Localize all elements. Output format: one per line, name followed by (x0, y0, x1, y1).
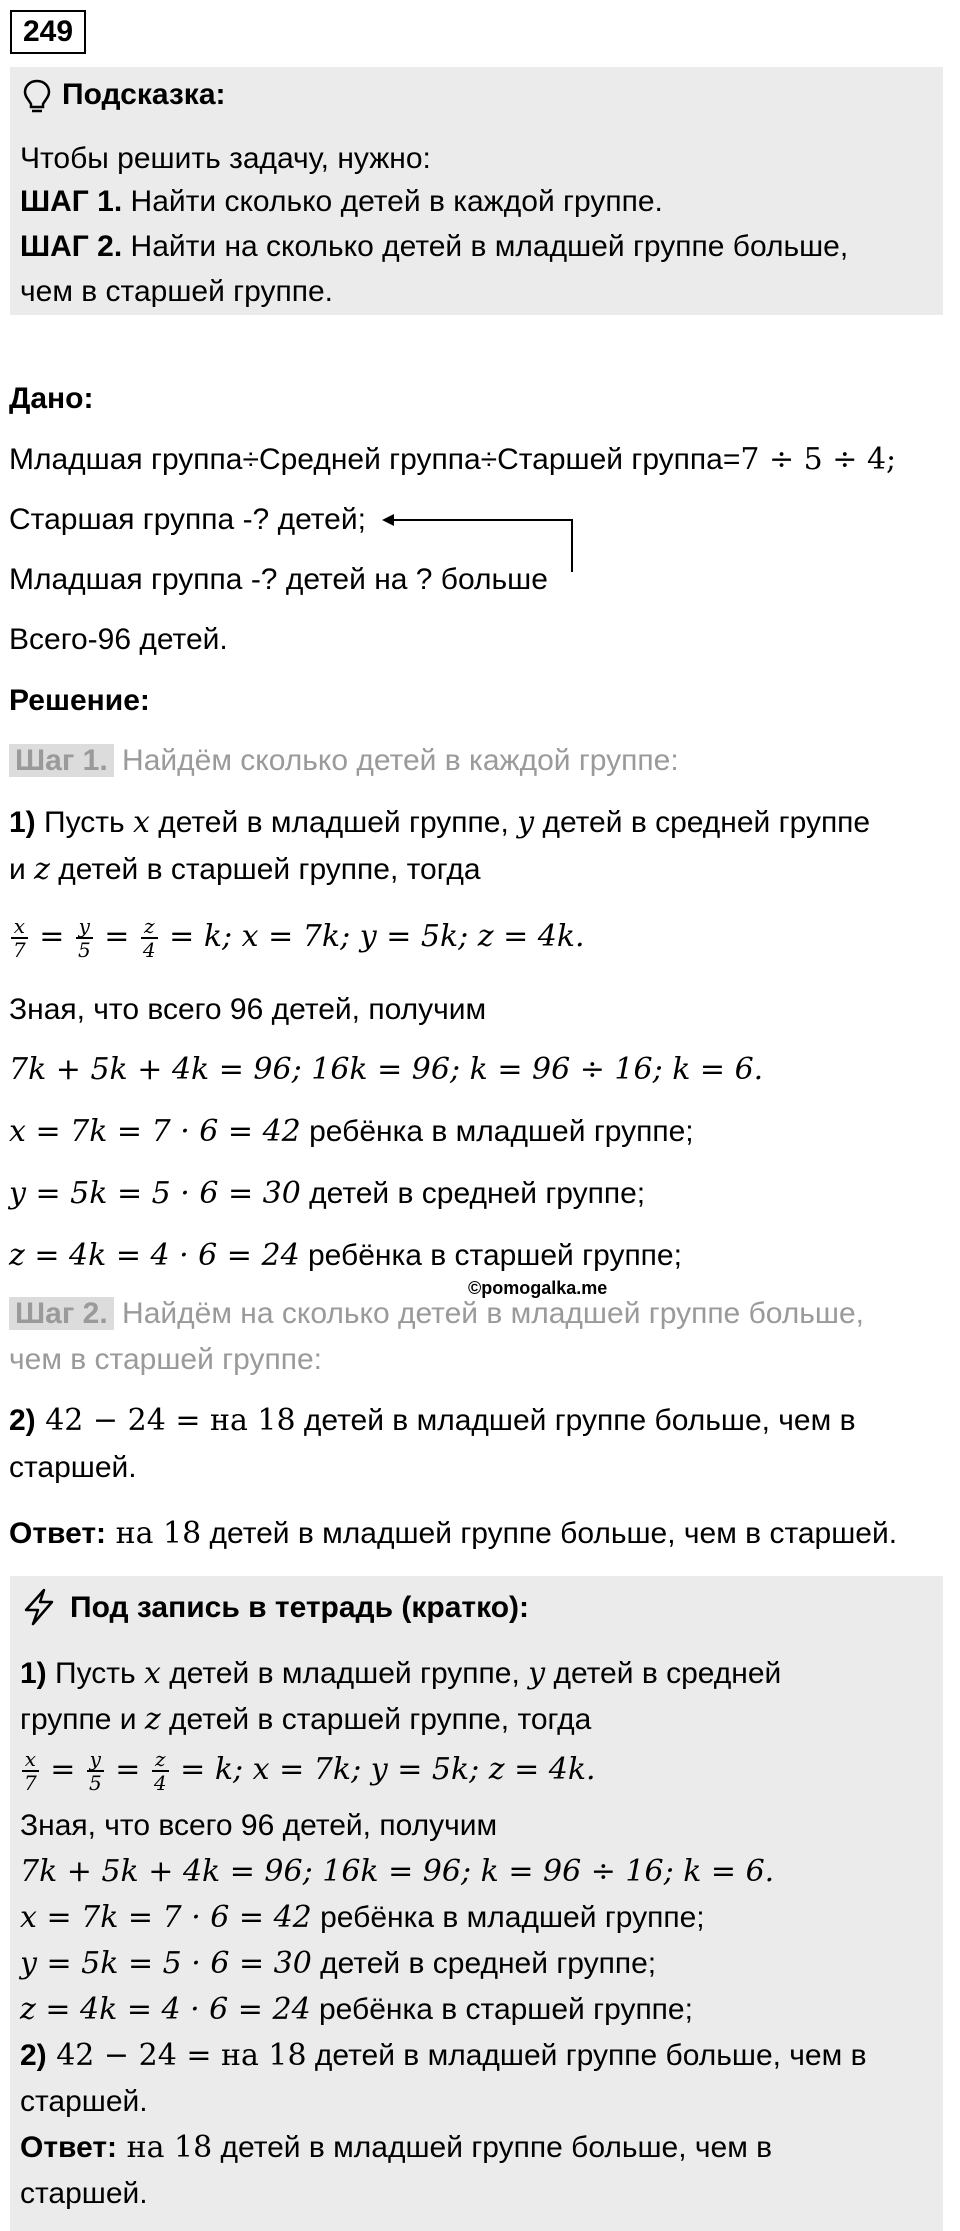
notes-answer-line1 (20, 2128, 772, 2168)
notes-var-z: z (144, 1702, 161, 1737)
solution-title: Решение: (9, 684, 150, 717)
notes-eq-x-text: ребёнка в младшей группе; (311, 1901, 705, 1934)
notes-p2-math: 42 − 24 = на 18 (46, 2038, 307, 2073)
notes-eq-x-math: x = 7k = 7 · 6 = 42 (20, 1900, 312, 1935)
step2-label: Шаг 2. (9, 1297, 114, 1330)
notes-p2-text: детей в младшей группе больше, чем в (306, 2039, 867, 2072)
notes-eq-z-math: z = 4k = 4 · 6 = 24 (20, 1992, 311, 2027)
notes-p1-line1 (20, 1654, 781, 1694)
given-title: Дано: (9, 382, 94, 415)
eq-z-math: z = 4k = 4 · 6 = 24 (9, 1238, 300, 1273)
proportion-tail: = k; x = 7k; y = 5k; z = 4k. (159, 919, 585, 954)
lightning-icon (22, 1588, 56, 1626)
sol-answer (9, 1514, 897, 1554)
p2-number: 2) (9, 1404, 36, 1437)
hint-step2-cont: чем в старшей группе. (20, 275, 333, 308)
hint-step2 (20, 227, 848, 267)
var-z: z (34, 852, 50, 887)
notes-eq-z-text: ребёнка в старшей группе; (310, 1993, 693, 2026)
notes-eq-y-text: детей в средней группе; (311, 1947, 657, 1980)
answer-math: на 18 (106, 1516, 202, 1551)
sol-p2-line1 (9, 1401, 856, 1441)
p1-text-e: детей в старшей группе, тогда (49, 853, 481, 886)
given-total: Всего-96 детей. (9, 623, 228, 656)
hint-step2-label: ШАГ 2. (20, 230, 123, 263)
given-ratio (9, 440, 896, 480)
sol-p1-line1 (9, 803, 870, 843)
hint-title: Подсказка: (62, 78, 226, 111)
eq-x-text: ребёнка в младшей группе; (300, 1115, 694, 1148)
notes-fraction-z: $\frac{z}{4}$ (153, 1747, 167, 1795)
sol-proportion: $\frac{x}{7}$ = $\frac{y}{5}$ = $\frac{z}{4}$ = k; x = 7k; y = 5k; z = 4k. (13, 914, 585, 962)
notes-p1-text-c: детей в средней (545, 1657, 782, 1690)
notes-p2-line1 (20, 2036, 867, 2076)
sol-eq-y (9, 1174, 645, 1214)
notes-fraction-x: $\frac{x}{7}$ (24, 1747, 37, 1795)
given-younger: Младшая группа -? детей на ? больше (9, 563, 548, 596)
watermark: ©pomogalka.me (468, 1278, 608, 1298)
fraction-z: $\frac{z}{4}$ (142, 914, 156, 962)
notes-answer-math: на 18 (117, 2130, 213, 2165)
comparison-arrow (380, 508, 580, 588)
solution-step2-cont: чем в старшей группе: (9, 1343, 322, 1376)
notes-answer-line2: старшей. (20, 2177, 148, 2210)
eq-y-math: y = 5k = 5 · 6 = 30 (9, 1176, 301, 1211)
lightbulb-icon (22, 78, 52, 116)
step1-text: Найдём сколько детей в каждой группе: (113, 744, 679, 777)
notes-p1-text-e: детей в старшей группе, тогда (160, 1703, 592, 1736)
notes-p2-line2: старшей. (20, 2085, 148, 2118)
notes-var-y: y (528, 1656, 546, 1691)
notes-p1-number: 1) (20, 1657, 47, 1690)
p1-text-b: детей в младшей группе, (149, 806, 518, 839)
step1-label: Шаг 1. (9, 744, 114, 777)
notes-p1-text-a: Пусть (46, 1657, 144, 1690)
sol-eq1: 7k + 5k + 4k = 96; 16k = 96; k = 96 ÷ 16; k = 6. (9, 1052, 764, 1087)
answer-text: детей в младшей группе больше, чем в старшей. (201, 1517, 898, 1550)
given-older: Старшая группа -? детей; (9, 503, 366, 536)
hint-intro: Чтобы решить задачу, нужно: (20, 142, 431, 175)
p2-math: 42 − 24 = на 18 (35, 1403, 296, 1438)
p1-text-d: и (9, 853, 35, 886)
p1-text-c: детей в средней группе (534, 806, 871, 839)
notes-proportion: $\frac{x}{7}$ = $\frac{y}{5}$ = $\frac{z}{4}$ = k; x = 7k; y = 5k; z = 4k. (24, 1747, 596, 1795)
notes-eq-x (20, 1898, 705, 1938)
notes-title: Под запись в тетрадь (кратко): (70, 1591, 530, 1624)
p1-text-a: Пусть (35, 806, 133, 839)
hint-step1-text: Найти сколько детей в каждой группе. (122, 185, 663, 218)
notes-eq-z (20, 1990, 693, 2030)
sol-eq-z (9, 1236, 682, 1276)
notes-eq1: 7k + 5k + 4k = 96; 16k = 96; k = 96 ÷ 16; k = 6. (20, 1854, 775, 1889)
fraction-x: $\frac{x}{7}$ (13, 914, 26, 962)
sol-p1-line2 (9, 850, 481, 890)
notes-p1-line2 (20, 1700, 591, 1740)
hint-step2-text: Найти на сколько детей в младшей группе больше, (122, 230, 849, 263)
answer-label: Ответ: (9, 1517, 107, 1550)
notes-p2-number: 2) (20, 2039, 47, 2072)
hint-step1 (20, 182, 663, 222)
notes-answer-text: детей в младшей группе больше, чем в (212, 2131, 773, 2164)
eq-z-text: ребёнка в старшей группе; (299, 1239, 682, 1272)
solution-step2 (9, 1294, 864, 1334)
var-x: x (132, 805, 150, 840)
sol-knowing: Зная, что всего 96 детей, получим (9, 993, 487, 1026)
p2-text: детей в младшей группе больше, чем в (295, 1404, 856, 1437)
sol-p2-line2: старшей. (9, 1451, 137, 1484)
notes-eq-y (20, 1944, 656, 1984)
notes-eq-y-math: y = 5k = 5 · 6 = 30 (20, 1946, 312, 1981)
hint-step1-label: ШАГ 1. (20, 185, 123, 218)
fraction-y: $\frac{y}{5}$ (77, 914, 91, 962)
notes-fraction-y: $\frac{y}{5}$ (88, 1747, 102, 1795)
notes-answer-label: Ответ: (20, 2131, 118, 2164)
var-y: y (517, 805, 535, 840)
given-ratio-text: Младшая группа÷Средней группа÷Старшей группа= (9, 443, 741, 476)
notes-proportion-tail: = k; x = 7k; y = 5k; z = 4k. (170, 1752, 596, 1787)
problem-number: 249 (10, 10, 86, 54)
notes-knowing: Зная, что всего 96 детей, получим (20, 1809, 498, 1842)
eq-y-text: детей в средней группе; (300, 1177, 646, 1210)
eq-x-math: x = 7k = 7 · 6 = 42 (9, 1114, 301, 1149)
sol-eq-x (9, 1112, 694, 1152)
given-ratio-math: 7 ÷ 5 ÷ 4; (740, 442, 897, 477)
notes-var-x: x (143, 1656, 161, 1691)
notes-p1-text-d: группе и (20, 1703, 145, 1736)
notes-p1-text-b: детей в младшей группе, (160, 1657, 529, 1690)
p1-number: 1) (9, 806, 36, 839)
step2-text: Найдём на сколько детей в младшей группе больше, (113, 1297, 865, 1330)
solution-step1 (9, 741, 679, 781)
